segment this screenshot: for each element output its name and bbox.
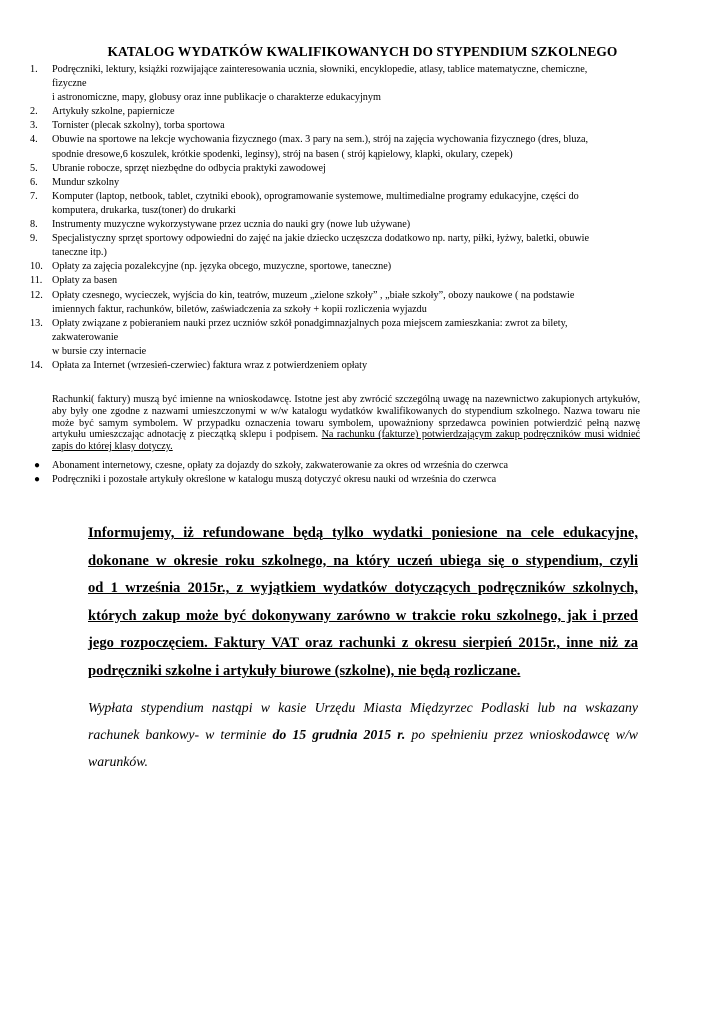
item-text: Ubranie robocze, sprzęt niezbędne do odbycia praktyki zawodowej xyxy=(52,162,326,174)
item-text: i astronomiczne, mapy, globusy oraz inne publikacje o charakterze edukacyjnym xyxy=(52,92,381,104)
bullet-item xyxy=(30,459,640,473)
payment-deadline: do 15 grudnia 2015 r. xyxy=(272,727,406,742)
item-number: 11. xyxy=(30,275,43,287)
receipts-note xyxy=(52,394,640,453)
item-text: Artykuły szkolne, papiernicze xyxy=(52,106,175,118)
item-text: Obuwie na sportowe na lekcje wychowania fizycznego (max. 3 pary na sem.), strój na zajęcia wychowania fizycznego (dres, bluza, xyxy=(52,134,589,146)
item-number: 2. xyxy=(30,106,38,118)
item-text: spodnie dresowe,6 koszulek, krótkie spodenki, leginsy), strój na basen ( strój kąpielowy, klapki, okulary, czepek) xyxy=(52,148,513,160)
item-text: taneczne itp.) xyxy=(52,247,107,259)
payment-text: po spełnieniu przez wnioskodawcę w/w xyxy=(405,727,638,742)
payment-line xyxy=(88,721,638,748)
expense-list xyxy=(30,63,640,373)
item-text: Opłaty związane z pobieraniem nauki przez uczniów szkół ponadgimnazjalnych poza miejscem zamieszkania: zwrot za bilety, xyxy=(52,317,568,329)
item-text: fizyczne xyxy=(52,78,87,90)
bullet-text: Podręczniki i pozostałe artykuły określone w katalogu muszą dotyczyć okresu nauki od września do czerwca xyxy=(52,474,497,485)
item-number: 13. xyxy=(30,317,43,329)
payment-text: rachunek bankowy- w terminie xyxy=(88,727,273,742)
item-number: 9. xyxy=(30,233,38,245)
item-number: 4. xyxy=(30,134,38,146)
item-text: Instrumenty muzyczne wykorzystywane przez ucznia do nauki gry (nowe lub używane) xyxy=(52,219,411,231)
list-item xyxy=(30,274,640,288)
receipts-note-text: Rachunki( faktury) muszą być imienne na wnioskodawcę. Istotne jest aby zwrócić szczególną uwagę na nazewnictwo zakupionych artykułów, aby były one zgodne z nazwami umieszczonymi w w/w katalogu wydatków kwalifikowanych do stypendium szkolnego. Nazwa towaru nie może być samym symbolem. W przypadku oznaczenia towaru symbolem, upoważniony sprzedawca powinien potwierdzić pełną nazwę artykułu umieszczając adnotację z pieczątką sklepu i podpisem. xyxy=(52,394,640,441)
bullet-item xyxy=(30,473,640,487)
list-item xyxy=(30,289,640,317)
item-text: imiennych faktur, rachunków, biletów, zaświadczenia za szkoły + kopii rozliczenia wyjazdu xyxy=(52,303,427,315)
refund-info-line: podręczniki szkolne i artykuły biurowe (szkolne), nie będą rozliczane. xyxy=(88,662,521,679)
bullet-list xyxy=(30,459,640,487)
item-number: 12. xyxy=(30,289,43,301)
list-item xyxy=(30,232,640,260)
item-number: 8. xyxy=(30,219,38,231)
refund-info-line: dokonane w okresie roku szkolnego, na który uczeń ubiega się o stypendium, czyli xyxy=(88,552,638,569)
item-text: Specjalistyczny sprzęt sportowy odpowiedni do zajęć na jakie dziecko uczęszcza dodatkowo np. narty, piłki, łyżwy, baletki, obuwie xyxy=(52,233,590,245)
item-number: 10. xyxy=(30,261,43,273)
item-text: Opłata za Internet (wrzesień-czerwiec) faktura wraz z potwierdzeniem opłaty xyxy=(52,359,368,371)
item-text: Opłaty za zajęcia pozalekcyjne (np. języka obcego, muzyczne, sportowe, taneczne) xyxy=(52,261,392,273)
list-item xyxy=(30,176,640,190)
item-number: 14. xyxy=(30,359,43,371)
item-number: 6. xyxy=(30,176,38,188)
receipts-note-underlined: Na rachunku (fakturze) potwierdzającym zakup podręczników musi widnieć zapis do której klasy dotyczy. xyxy=(52,429,641,453)
refund-info-line: Informujemy, iż refundowane będą tylko wydatki poniesione na cele edukacyjne, xyxy=(88,525,638,541)
list-item xyxy=(30,119,640,133)
item-number: 5. xyxy=(30,162,38,174)
item-text: w bursie czy internacie xyxy=(52,345,147,357)
item-number: 1. xyxy=(30,64,38,75)
refund-info-line: od 1 września 2015r., z wyjątkiem wydatków dotyczących podręczników szkolnych, xyxy=(88,580,638,597)
bullet-icon: ● xyxy=(34,460,41,471)
payment-info xyxy=(88,694,638,775)
item-text: komputera, drukarka, tusz(toner) do drukarki xyxy=(52,204,236,216)
item-number: 3. xyxy=(30,120,38,132)
bullet-icon: ● xyxy=(34,474,41,485)
list-item xyxy=(30,105,640,119)
item-text: Podręczniki, lektury, książki rozwijające zainteresowania ucznia, słowniki, encyklopedie, atlasy, tablice matematyczne, chemiczne, xyxy=(52,64,588,75)
refund-info-line: których zakup może być dokonywany zarówno w trakcie roku szkolnego, jak i przed xyxy=(88,607,638,624)
list-item xyxy=(30,63,640,105)
refund-info xyxy=(88,520,638,686)
payment-line: Wypłata stypendium nastąpi w kasie Urzędu Miasta Międzyrzec Podlaski lub na wskazany xyxy=(88,700,638,715)
item-text: Mundur szkolny xyxy=(52,176,120,188)
item-number: 7. xyxy=(30,190,38,202)
item-text: Tornister (plecak szkolny), torba sportowa xyxy=(52,120,225,132)
page-title: KATALOG WYDATKÓW KWALIFIKOWANYCH DO STYPENDIUM SZKOLNEGO xyxy=(107,44,618,59)
list-item xyxy=(30,317,640,359)
list-item xyxy=(30,162,640,176)
list-item xyxy=(30,359,640,373)
refund-info-line: jego rozpoczęciem. Faktury VAT oraz rachunki z okresu sierpień 2015r., inne niż za xyxy=(88,635,638,652)
list-item xyxy=(30,190,640,218)
item-text: Opłaty za basen xyxy=(52,275,118,287)
list-item xyxy=(30,133,640,161)
list-item xyxy=(30,218,640,232)
item-text: zakwaterowanie xyxy=(52,331,119,343)
item-text: Komputer (laptop, netbook, tablet, czytniki ebook), oprogramowanie systemowe, multimedialne programy edukacyjne, części do xyxy=(52,190,579,202)
payment-line: warunków. xyxy=(88,754,148,769)
list-item xyxy=(30,260,640,274)
bullet-text: Abonament internetowy, czesne, opłaty za dojazdy do szkoły, zakwaterowanie za okres od września do czerwca xyxy=(52,460,509,471)
item-text: Opłaty czesnego, wycieczek, wyjścia do kin, teatrów, muzeum „zielone szkoły” , „białe szkoły”, obozy naukowe ( na podstawie xyxy=(52,289,575,301)
